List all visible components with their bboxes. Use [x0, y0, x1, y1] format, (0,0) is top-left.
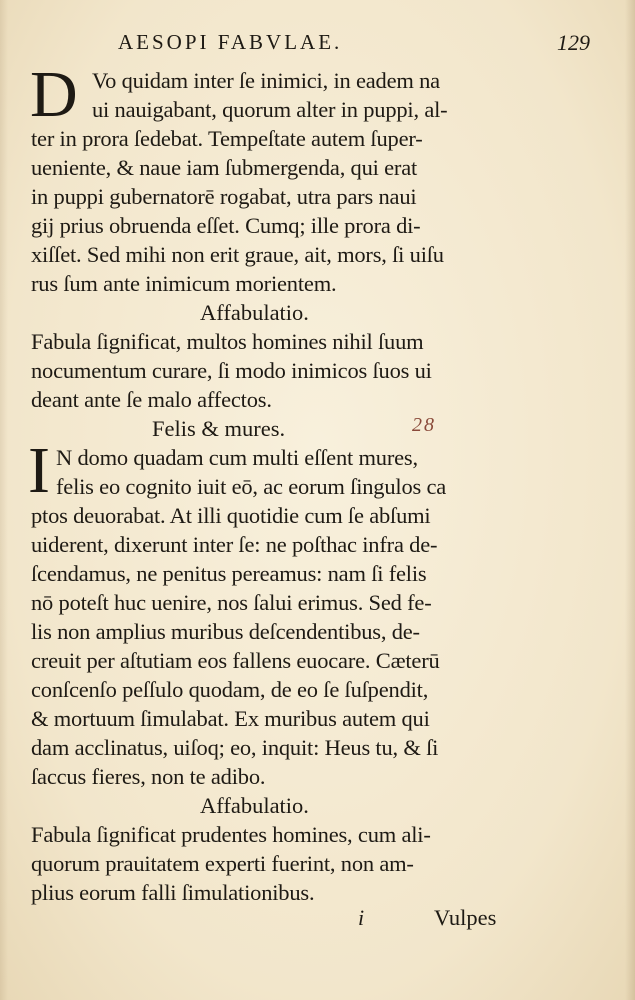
- fable2-line-5: ſcendamus, ne penitus pereamus: nam ſi felis: [31, 561, 427, 586]
- fable1-moral-line-3: deant ante ſe malo affectos.: [31, 387, 272, 412]
- page-number: 129: [557, 30, 590, 55]
- fable2-line-4: uiderent, dixerunt inter ſe: ne poſthac infra de-: [31, 532, 438, 557]
- fable1-moral-line-2: nocumentum curare, ſi modo inimicos ſuos ui: [31, 358, 432, 383]
- affabulatio-heading-2: Affabulatio.: [200, 793, 309, 818]
- fable2-line-6: nō poteſt huc uenire, nos ſalui erimus. Sed fe-: [31, 590, 432, 615]
- fable2-line-7: lis non amplius muribus deſcendentibus, de-: [31, 619, 420, 644]
- running-head: AESOPI FABVLAE.: [118, 30, 343, 54]
- catchword: Vulpes: [434, 905, 497, 930]
- fable1-line-6: gij prius obruenda eſſet. Cumq; ille prora di-: [31, 213, 421, 238]
- fable2-line-8: creuit per aſtutiam eos fallens euocare. Cæterū: [31, 648, 440, 673]
- fable2-moral-line-1: Fabula ſignificat prudentes homines, cum ali-: [31, 822, 431, 847]
- signature-mark: i: [358, 905, 365, 930]
- fable2-line-1: N domo quadam cum multi eſſent mures,: [56, 445, 418, 470]
- fable2-line-12: ſaccus fieres, non te adibo.: [31, 764, 266, 789]
- fable2-moral-line-3: plius eorum falli ſimulationibus.: [31, 880, 315, 905]
- fable1-moral-line-1: Fabula ſignificat, multos homines nihil ſuum: [31, 329, 424, 354]
- fable2-line-10: & mortuum ſimulabat. Ex muribus autem qui: [31, 706, 430, 731]
- affabulatio-heading-1: Affabulatio.: [200, 300, 309, 325]
- fable1-line-5: in puppi gubernatorē rogabat, utra pars naui: [31, 184, 417, 209]
- fable1-line-3: ter in prora ſedebat. Tempeſtate autem ſuper-: [31, 126, 423, 151]
- fable2-title: Felis & mures.: [152, 416, 286, 441]
- drop-cap-i: I: [28, 434, 50, 507]
- page-edge-shadow: [625, 0, 635, 1000]
- fable1-line-4: ueniente, & naue iam ſubmergenda, qui erat: [31, 155, 418, 180]
- fable1-line-8: rus ſum ante inimicum morientem.: [31, 271, 337, 296]
- fable2-line-2: felis eo cognito iuit eō, ac eorum ſingulos ca: [56, 474, 447, 499]
- page-gutter-shadow: [0, 0, 8, 1000]
- handwritten-margin-note: 28: [412, 414, 436, 436]
- fable2-line-11: dam acclinatus, uiſoq; eo, inquit: Heus tu, & ſi: [31, 735, 439, 760]
- fable2-line-3: ptos deuorabat. At illi quotidie cum ſe abſumi: [31, 503, 431, 528]
- fable1-line-1: Vo quidam inter ſe inimici, in eadem na: [92, 68, 440, 93]
- fable1-line-2: ui nauigabant, quorum alter in puppi, al-: [92, 97, 448, 122]
- fable2-line-9: conſcenſo peſſulo quodam, de eo ſe ſuſpendit,: [31, 677, 429, 702]
- fable2-moral-line-2: quorum prauitatem experti fuerint, non am-: [31, 851, 414, 876]
- drop-cap-d: D: [30, 58, 78, 131]
- fable1-line-7: xiſſet. Sed mihi non erit graue, ait, mors, ſi uiſu: [31, 242, 444, 267]
